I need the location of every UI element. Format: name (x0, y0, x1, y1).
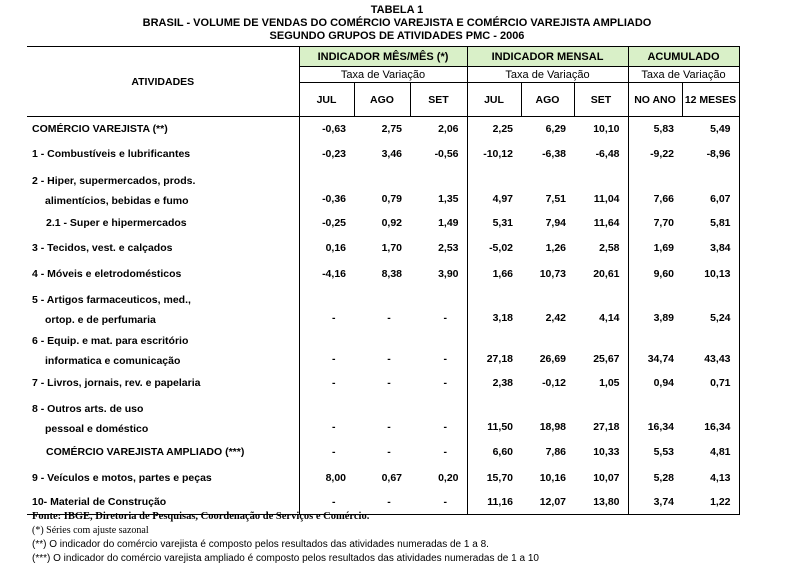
activity-label-line1: 8 - Outros arts. de uso (32, 402, 144, 415)
atividades-header: ATIVIDADES (27, 47, 299, 117)
value-cell: 1,22 (682, 491, 739, 515)
value-cell: - (387, 376, 391, 389)
value-cell: 3,89 (653, 311, 674, 324)
value-cell: - (299, 371, 354, 395)
value-cell: - (410, 491, 467, 515)
value-cell: -0,63 (299, 117, 354, 142)
col-header: AGO (354, 83, 410, 117)
activity-label-line1: 2 - Hiper, supermercados, prods. (32, 174, 196, 187)
value-cell: 4,97 (492, 192, 513, 205)
value-cell: 27,18 (574, 395, 628, 439)
value-cell: 3,18 (492, 311, 513, 324)
value-cell: 1,26 (545, 241, 566, 254)
table-row (27, 371, 739, 395)
value-cell: -0,12 (542, 376, 566, 389)
value-cell: - (299, 395, 354, 439)
value-cell: 3,84 (682, 235, 739, 261)
value-cell: 2,42 (545, 311, 566, 324)
activity-label (27, 142, 299, 166)
value-cell: 4,14 (574, 287, 628, 330)
group-header-acumulado: ACUMULADO (628, 47, 739, 67)
value-cell: 10,13 (682, 261, 739, 287)
value-cell: 5,24 (682, 287, 739, 330)
table-row (27, 439, 739, 466)
value-cell: 16,34 (647, 420, 674, 433)
activity-label (27, 466, 299, 491)
activity-label-line1: 5 - Artigos farmaceuticos, med., (32, 293, 191, 306)
activity-label-text: 2.1 - Super e hipermercados (46, 216, 187, 229)
value-cell: 20,61 (574, 261, 628, 287)
subheader-taxa-3: Taxa de Variação (628, 67, 739, 83)
value-cell: 1,05 (574, 371, 628, 395)
value-cell: -0,23 (299, 142, 354, 166)
value-cell: 3,90 (410, 261, 467, 287)
col-header: JUL (299, 83, 354, 117)
table-row (27, 166, 739, 211)
activity-label-text: 7 - Livros, jornais, rev. e papelaria (32, 376, 201, 389)
group-header-mes-mes: INDICADOR MÊS/MÊS (*) (299, 47, 467, 67)
value-cell: 6,07 (682, 166, 739, 211)
value-cell: - (387, 420, 391, 433)
value-cell: 0,92 (381, 216, 402, 229)
activity-label (27, 235, 299, 261)
activity-label-text: COMÉRCIO VAREJISTA (**) (32, 123, 168, 136)
value-cell: 3,46 (381, 147, 402, 160)
value-cell: 9,60 (653, 267, 674, 280)
col-header: SET (574, 83, 628, 117)
value-cell: -0,56 (410, 142, 467, 166)
value-cell: -8,96 (682, 142, 739, 166)
value-cell: 11,16 (467, 491, 521, 515)
value-cell: 13,80 (574, 491, 628, 515)
table-row (27, 261, 739, 287)
activity-label (27, 117, 299, 142)
activity-label (27, 287, 299, 330)
value-cell: - (410, 439, 467, 466)
value-cell: 8,00 (299, 466, 354, 491)
activity-label-text: 4 - Móveis e eletrodomésticos (32, 267, 182, 280)
value-cell: -6,48 (574, 142, 628, 166)
value-cell: 7,86 (545, 446, 566, 458)
footnote-1: (*) Séries com ajuste sazonal (32, 525, 149, 536)
activity-label-text: 10- Material de Construção (32, 496, 167, 509)
value-cell: 11,50 (487, 420, 513, 433)
activity-label (27, 439, 299, 466)
value-cell: -5,02 (489, 241, 513, 254)
footnote-2: (**) O indicador do comércio varejista é composto pelos resultados das atividades numeradas de 1 a 8. (32, 539, 489, 550)
activity-label-line2: pessoal e doméstico (45, 422, 149, 435)
col-header: AGO (521, 83, 574, 117)
value-cell: 2,25 (492, 123, 513, 136)
subheader-taxa-1: Taxa de Variação (299, 67, 467, 83)
value-cell: -0,25 (299, 211, 354, 235)
value-cell: 16,34 (682, 395, 739, 439)
value-cell: 0,94 (653, 376, 674, 389)
activity-label (27, 395, 299, 439)
value-cell: - (387, 311, 391, 324)
footnotes (32, 510, 539, 566)
value-cell: 4,81 (682, 439, 739, 466)
footnote-3: (***) O indicador do comércio varejista ampliado é composto pelos resultados das atividades numeradas de 1 a 10 (32, 553, 539, 564)
value-cell: - (410, 287, 467, 330)
value-cell: 15,70 (486, 472, 513, 484)
value-cell: 2,53 (410, 235, 467, 261)
activity-label-text: 1 - Combustíveis e lubrificantes (32, 147, 191, 160)
col-header: JUL (467, 83, 521, 117)
value-cell: 10,73 (539, 267, 566, 280)
value-cell: 3,74 (628, 491, 682, 515)
group-header-mensal: INDICADOR MENSAL (467, 47, 628, 67)
value-cell: 2,38 (492, 376, 513, 389)
value-cell: 34,74 (647, 352, 674, 365)
value-cell: 10,07 (574, 466, 628, 491)
value-cell: 11,64 (574, 211, 628, 235)
col-header: 12 MESES (682, 83, 739, 117)
value-cell: - (387, 352, 391, 365)
activity-label (27, 261, 299, 287)
value-cell: 10,33 (574, 439, 628, 466)
table-row (27, 142, 739, 166)
activity-label-line2: ortop. e de perfumaria (45, 313, 156, 326)
table-number: TABELA 1 (370, 4, 424, 16)
value-cell: 1,35 (410, 166, 467, 211)
value-cell: 6,60 (492, 446, 513, 458)
value-cell: - (354, 491, 410, 515)
value-cell: 43,43 (682, 330, 739, 371)
table-row (27, 287, 739, 330)
activity-label (27, 330, 299, 371)
value-cell: - (410, 371, 467, 395)
value-cell: -6,38 (542, 147, 566, 160)
value-cell: 1,70 (381, 241, 402, 254)
table-row (27, 330, 739, 371)
value-cell: 25,67 (574, 330, 628, 371)
value-cell: 2,06 (410, 117, 467, 142)
value-cell: 18,98 (539, 420, 566, 433)
activity-label-text: COMÉRCIO VAREJISTA AMPLIADO (***) (46, 446, 245, 458)
value-cell: 6,29 (545, 123, 566, 136)
col-header: SET (410, 83, 467, 117)
value-cell: 11,04 (574, 166, 628, 211)
sales-volume-table (27, 46, 740, 515)
value-cell: - (299, 491, 354, 515)
value-cell: -9,22 (650, 147, 674, 160)
value-cell: - (410, 330, 467, 371)
value-cell: - (387, 446, 391, 458)
value-cell: 2,75 (381, 123, 402, 136)
table-row (27, 395, 739, 439)
table-row (27, 211, 739, 235)
activity-label-line1: 6 - Equip. e mat. para escritório (32, 334, 189, 347)
value-cell: - (299, 439, 354, 466)
value-cell: 5,81 (682, 211, 739, 235)
value-cell: 0,79 (381, 192, 402, 205)
value-cell: 0,67 (381, 472, 402, 484)
value-cell: 0,71 (682, 371, 739, 395)
source-note: Fonte: IBGE, Diretoria de Pesquisas, Coordenação de Serviços e Comércio. (32, 511, 370, 522)
value-cell: 1,66 (492, 267, 513, 280)
col-header: NO ANO (628, 83, 682, 117)
value-cell: 7,70 (653, 216, 674, 229)
value-cell: - (410, 395, 467, 439)
value-cell: 5,31 (492, 216, 513, 229)
activity-label-text: 3 - Tecidos, vest. e calçados (32, 241, 173, 254)
value-cell: - (299, 330, 354, 371)
subheader-taxa-2: Taxa de Variação (467, 67, 628, 83)
activity-label (27, 211, 299, 235)
table-row (27, 235, 739, 261)
value-cell: 7,51 (545, 192, 566, 205)
value-cell: 12,07 (521, 491, 574, 515)
value-cell: 10,16 (539, 472, 566, 484)
activity-label-text: 9 - Veículos e motos, partes e peças (32, 472, 212, 484)
value-cell: -0,36 (299, 166, 354, 211)
table-row (27, 466, 739, 491)
value-cell: 1,69 (653, 241, 674, 254)
value-cell: 26,69 (539, 352, 566, 365)
table-title: BRASIL - VOLUME DE VENDAS DO COMÉRCIO VAREJISTA E COMÉRCIO VAREJISTA AMPLIADO (142, 17, 652, 29)
value-cell: 0,20 (410, 466, 467, 491)
table-row (27, 117, 739, 142)
table-subtitle: SEGUNDO GRUPOS DE ATIVIDADES PMC - 2006 (269, 30, 525, 42)
activity-label (27, 166, 299, 211)
value-cell: 5,28 (653, 472, 674, 484)
activity-label-line2: alimentícios, bebidas e fumo (45, 194, 189, 207)
value-cell: 27,18 (486, 352, 513, 365)
value-cell: - (299, 287, 354, 330)
activity-label (27, 371, 299, 395)
value-cell: 0,16 (299, 235, 354, 261)
value-cell: 5,83 (653, 123, 674, 136)
value-cell: 2,58 (574, 235, 628, 261)
value-cell: 8,38 (381, 267, 402, 280)
value-cell: 1,49 (410, 211, 467, 235)
value-cell: 5,49 (682, 117, 739, 142)
activity-label-line2: informatica e comunicação (45, 354, 181, 367)
value-cell: -4,16 (299, 261, 354, 287)
value-cell: 10,10 (574, 117, 628, 142)
value-cell: 7,94 (545, 216, 566, 229)
value-cell: 5,53 (653, 446, 674, 458)
value-cell: -10,12 (483, 147, 513, 160)
value-cell: 4,13 (682, 466, 739, 491)
value-cell: 7,66 (653, 192, 674, 205)
